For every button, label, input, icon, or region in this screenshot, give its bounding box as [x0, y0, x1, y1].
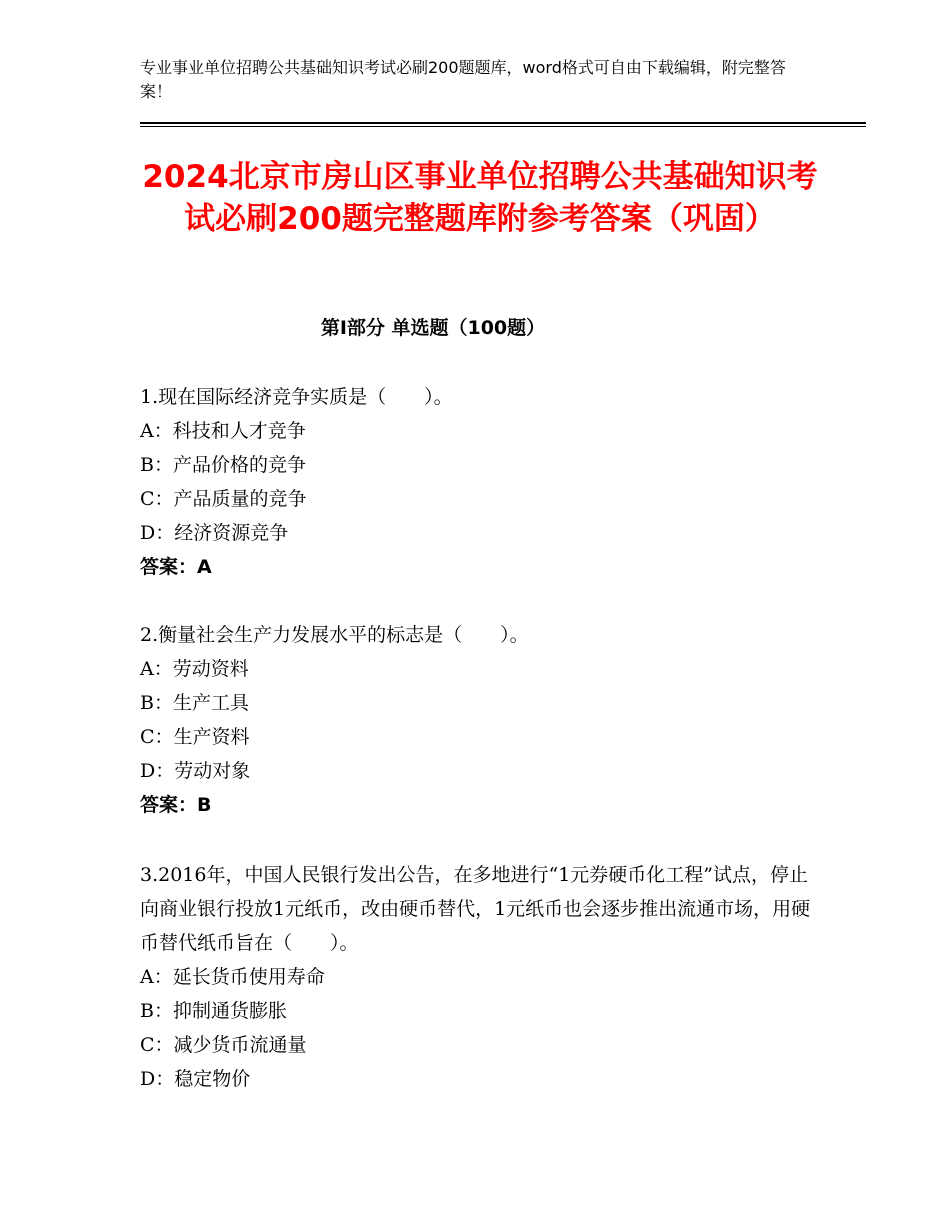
header-rule-thick [140, 122, 866, 124]
question-stem: 3.2016年，中国人民银行发出公告，在多地进行“1元券硬币化工程”试点，停止向商业银行投放1元纸币，改由硬币替代，1元纸币也会逐步推出流通市场，用硬币替代纸币旨在（ ）。 [140, 864, 811, 954]
option-c: C：生产资料 [140, 726, 250, 748]
question-2 [140, 618, 820, 822]
option-d: D：劳动对象 [140, 760, 251, 782]
header-note: 专业事业单位招聘公共基础知识考试必刷200题题库，word格式可自由下载编辑，附完整答案！ [140, 58, 786, 101]
option-c: C：减少货币流通量 [140, 1034, 307, 1056]
option-a: A：劳动资料 [140, 658, 249, 680]
question-1 [140, 380, 820, 584]
option-b: B：产品价格的竞争 [140, 454, 306, 476]
header-rule-thin [140, 126, 866, 127]
question-stem: 1.现在国际经济竞争实质是（ ）。 [140, 386, 453, 408]
answer: 答案：B [140, 794, 212, 816]
option-a: A：延长货币使用寿命 [140, 966, 325, 988]
option-b: B：抑制通货膨胀 [140, 1000, 287, 1022]
question-stem: 2.衡量社会生产力发展水平的标志是（ ）。 [140, 624, 529, 646]
question-3 [140, 858, 820, 1096]
option-d: D：稳定物价 [140, 1068, 251, 1090]
document-title: 2024北京市房山区事业单位招聘公共基础知识考试必刷200题完整题库附参考答案（巩固） [142, 159, 818, 237]
option-c: C：产品质量的竞争 [140, 488, 307, 510]
answer: 答案：A [140, 556, 212, 578]
option-a: A：科技和人才竞争 [140, 420, 306, 442]
option-b: B：生产工具 [140, 692, 249, 714]
section-title: 第Ⅰ部分 单选题（100题） [320, 317, 546, 339]
option-d: D：经济资源竞争 [140, 522, 289, 544]
